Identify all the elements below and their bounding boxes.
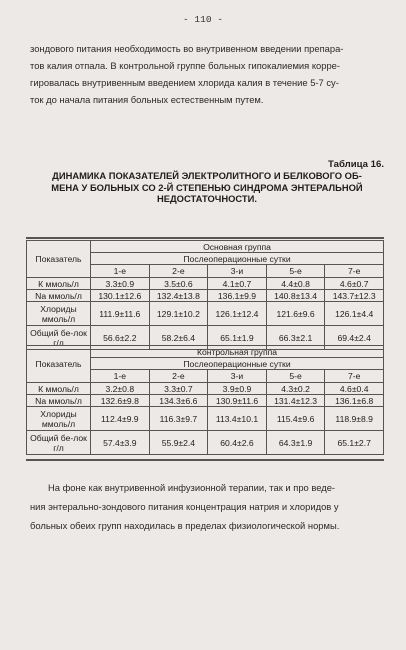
- param-cell: К ммоль/л: [27, 278, 91, 290]
- intro-line: зондового питания необходимость во внутривенном введении препара-: [30, 43, 344, 54]
- day-header: 7-е: [325, 370, 384, 383]
- value-cell: 3.2±0.8: [91, 383, 150, 395]
- outro-line: больных обеих групп находилась в пределах физиологической нормы.: [30, 520, 340, 531]
- value-cell: 4.6±0.7: [325, 278, 384, 290]
- value-cell: 118.9±8.9: [325, 407, 384, 431]
- day-header: 2-е: [149, 265, 208, 278]
- table-row: [27, 290, 384, 302]
- outro-line: На фоне как внутривенной инфузионной терапии, так и про веде-: [48, 482, 336, 493]
- day-header: 5-е: [266, 370, 325, 383]
- table-label: Таблица 16.: [328, 159, 384, 170]
- value-cell: 57.4±3.9: [91, 431, 150, 455]
- table-row: [27, 383, 384, 395]
- day-header: 3-и: [208, 370, 267, 383]
- table-title-line: НЕДОСТАТОЧНОСТИ.: [156, 193, 257, 204]
- value-cell: 136.1±6.8: [325, 395, 384, 407]
- value-cell: 56.6±2.2: [91, 326, 150, 350]
- days-subheader: Послеоперационные сутки: [91, 253, 384, 265]
- value-cell: 112.4±9.9: [91, 407, 150, 431]
- intro-line: ток до начала питания больных естественным путем.: [30, 94, 264, 105]
- value-cell: 60.4±2.6: [208, 431, 267, 455]
- value-cell: 126.1±12.4: [208, 302, 267, 326]
- table-top-rule: [26, 237, 384, 239]
- value-cell: 3.3±0.9: [91, 278, 150, 290]
- value-cell: 136.1±9.9: [208, 290, 267, 302]
- day-header: 1-е: [91, 265, 150, 278]
- value-cell: 4.6±0.4: [325, 383, 384, 395]
- outro-line: ния энтерально-зондового питания концентрация натрия и хлоридов у: [30, 501, 339, 512]
- days-subheader: Послеоперационные сутки: [91, 358, 384, 370]
- table-row: [27, 407, 384, 431]
- group-header: Основная группа: [91, 241, 384, 253]
- main-group-table: [26, 240, 384, 350]
- value-cell: 129.1±10.2: [149, 302, 208, 326]
- value-cell: 65.1±2.7: [325, 431, 384, 455]
- table-row: [27, 302, 384, 326]
- param-cell: Na ммоль/л: [27, 395, 91, 407]
- day-header: 1-е: [91, 370, 150, 383]
- value-cell: 58.2±6.4: [149, 326, 208, 350]
- value-cell: 143.7±12.3: [325, 290, 384, 302]
- intro-paragraph: [30, 40, 384, 108]
- table-row: [27, 278, 384, 290]
- value-cell: 131.4±12.3: [266, 395, 325, 407]
- value-cell: 115.4±9.6: [266, 407, 325, 431]
- table-title-line: МЕНА У БОЛЬНЫХ СО 2-Й СТЕПЕНЬЮ СИНДРОМА ЭНТЕРАЛЬНОЙ: [51, 181, 363, 193]
- intro-line: тов калия отпала. В контрольной группе больных гипокалиемия корре-: [30, 60, 341, 71]
- control-group-table: [26, 345, 384, 455]
- day-header: 2-е: [149, 370, 208, 383]
- value-cell: 3.5±0.6: [149, 278, 208, 290]
- param-cell: К ммоль/л: [27, 383, 91, 395]
- value-cell: 4.1±0.7: [208, 278, 267, 290]
- intro-line: гировалась внутривенным введением хлорида калия в течение 5-7 су-: [30, 77, 339, 88]
- day-header: 7-е: [325, 265, 384, 278]
- value-cell: 64.3±1.9: [266, 431, 325, 455]
- day-header: 5-е: [266, 265, 325, 278]
- value-cell: 69.4±2.4: [325, 326, 384, 350]
- param-cell: Общий бе-лок г/л: [27, 431, 91, 455]
- value-cell: 126.1±4.4: [325, 302, 384, 326]
- table-row: [27, 395, 384, 407]
- param-cell: Общий бе-лок г/л: [27, 326, 91, 350]
- value-cell: 4.4±0.8: [266, 278, 325, 290]
- param-header: Показатель: [27, 346, 91, 383]
- value-cell: 113.4±10.1: [208, 407, 267, 431]
- value-cell: 140.8±13.4: [266, 290, 325, 302]
- page-number: - 110 -: [183, 14, 223, 25]
- value-cell: 132.4±13.8: [149, 290, 208, 302]
- value-cell: 132.6±9.8: [91, 395, 150, 407]
- value-cell: 66.3±2.1: [266, 326, 325, 350]
- param-header: Показатель: [27, 241, 91, 278]
- day-header: 3-и: [208, 265, 267, 278]
- outro-paragraph: [30, 478, 384, 535]
- value-cell: 111.9±11.6: [91, 302, 150, 326]
- param-cell: Хлориды ммоль/л: [27, 302, 91, 326]
- value-cell: 130.9±11.6: [208, 395, 267, 407]
- table-bottom-rule: [26, 459, 384, 461]
- param-cell: Na ммоль/л: [27, 290, 91, 302]
- value-cell: 116.3±9.7: [149, 407, 208, 431]
- value-cell: 3.3±0.7: [149, 383, 208, 395]
- value-cell: 4.3±0.2: [266, 383, 325, 395]
- table-title: [30, 170, 384, 205]
- value-cell: 130.1±12.6: [91, 290, 150, 302]
- value-cell: 3.9±0.9: [208, 383, 267, 395]
- group-header: Контрольная группа: [91, 346, 384, 358]
- value-cell: 121.6±9.6: [266, 302, 325, 326]
- value-cell: 55.9±2.4: [149, 431, 208, 455]
- table-row: [27, 431, 384, 455]
- table-title-line: ДИНАМИКА ПОКАЗАТЕЛЕЙ ЭЛЕКТРОЛИТНОГО И БЕЛКОВОГО ОБ-: [52, 170, 362, 181]
- param-cell: Хлориды ммоль/л: [27, 407, 91, 431]
- value-cell: 65.1±1.9: [208, 326, 267, 350]
- value-cell: 134.3±6.6: [149, 395, 208, 407]
